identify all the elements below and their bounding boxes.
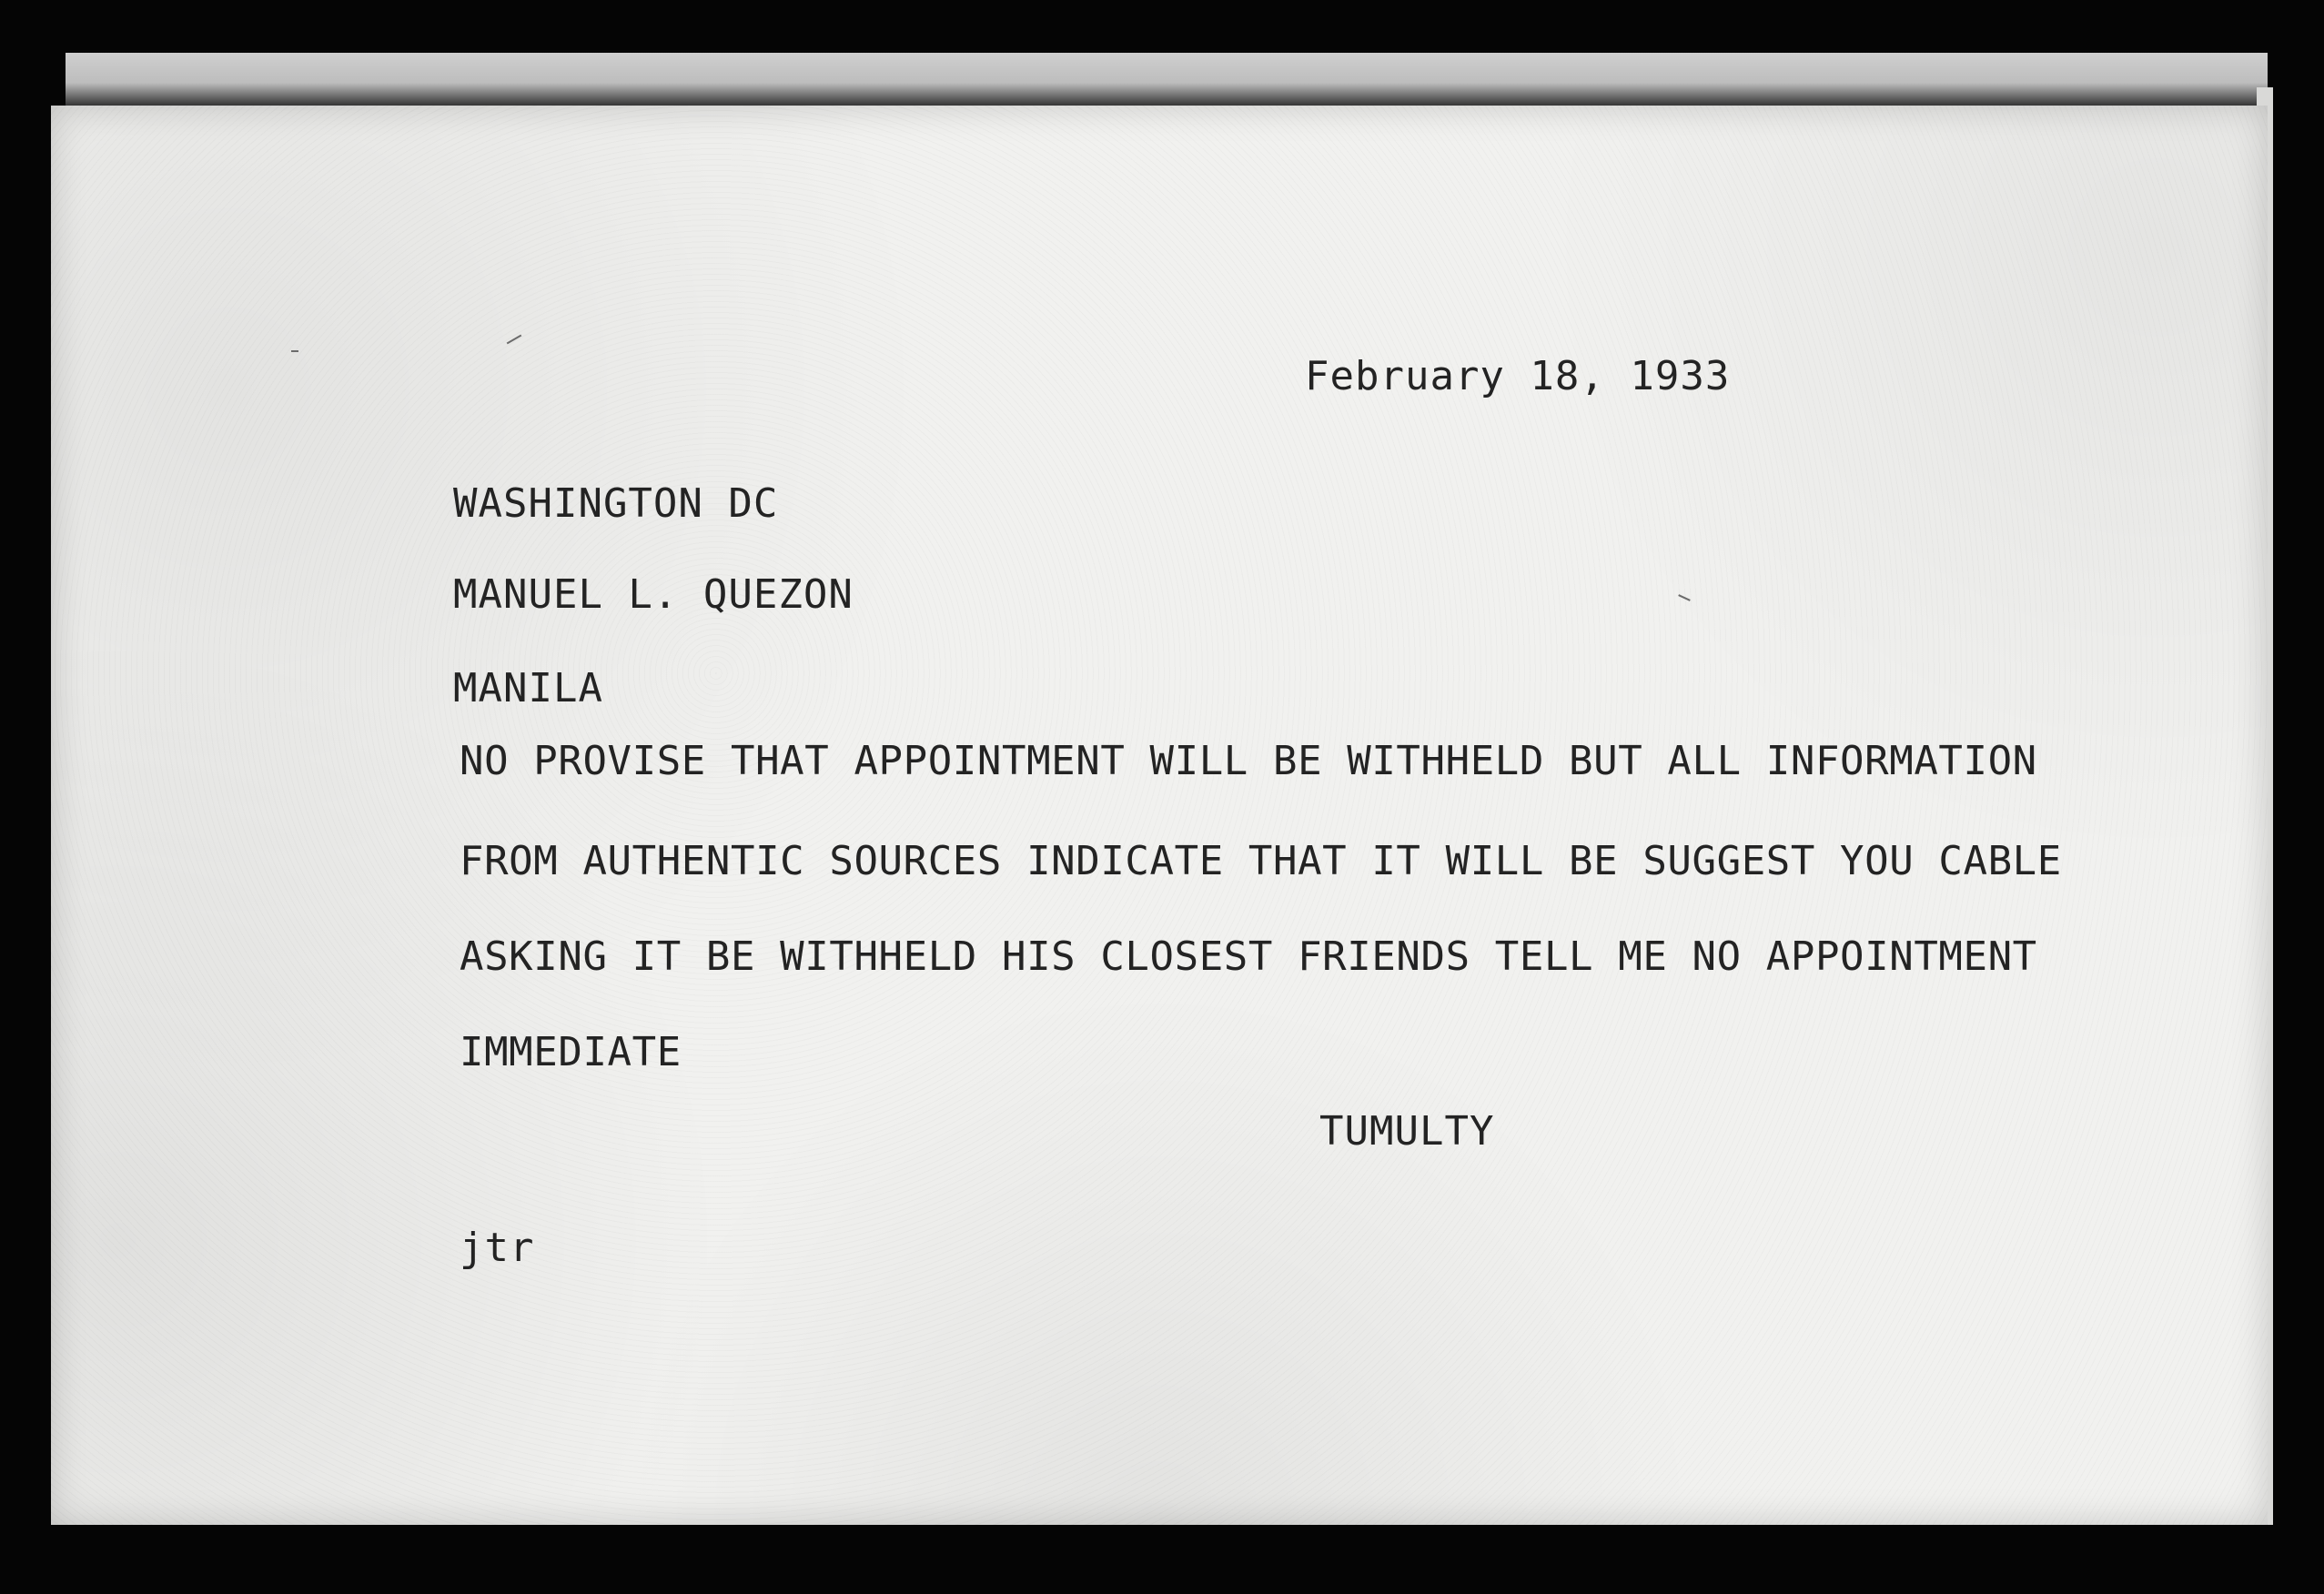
recipient-city: MANILA — [453, 665, 603, 711]
document-date: February 18, 1933 — [1305, 353, 1731, 399]
signature: TUMULTY — [1319, 1108, 1495, 1155]
typist-initials: jtr — [460, 1225, 535, 1271]
message-line: IMMEDIATE — [460, 1029, 682, 1075]
ink-speck — [291, 350, 298, 352]
origin-location: WASHINGTON DC — [453, 480, 779, 527]
message-line: NO PROVISE THAT APPOINTMENT WILL BE WITHHELD BUT ALL INFORMATION — [460, 738, 2037, 784]
recipient-name: MANUEL L. QUEZON — [453, 571, 854, 618]
message-line: ASKING IT BE WITHHELD HIS CLOSEST FRIENDS TELL ME NO APPOINTMENT — [460, 933, 2037, 980]
telegram-page — [51, 106, 2268, 1525]
paper-back-sheet — [66, 53, 2268, 107]
message-line: FROM AUTHENTIC SOURCES INDICATE THAT IT WILL BE SUGGEST YOU CABLE — [460, 838, 2062, 884]
